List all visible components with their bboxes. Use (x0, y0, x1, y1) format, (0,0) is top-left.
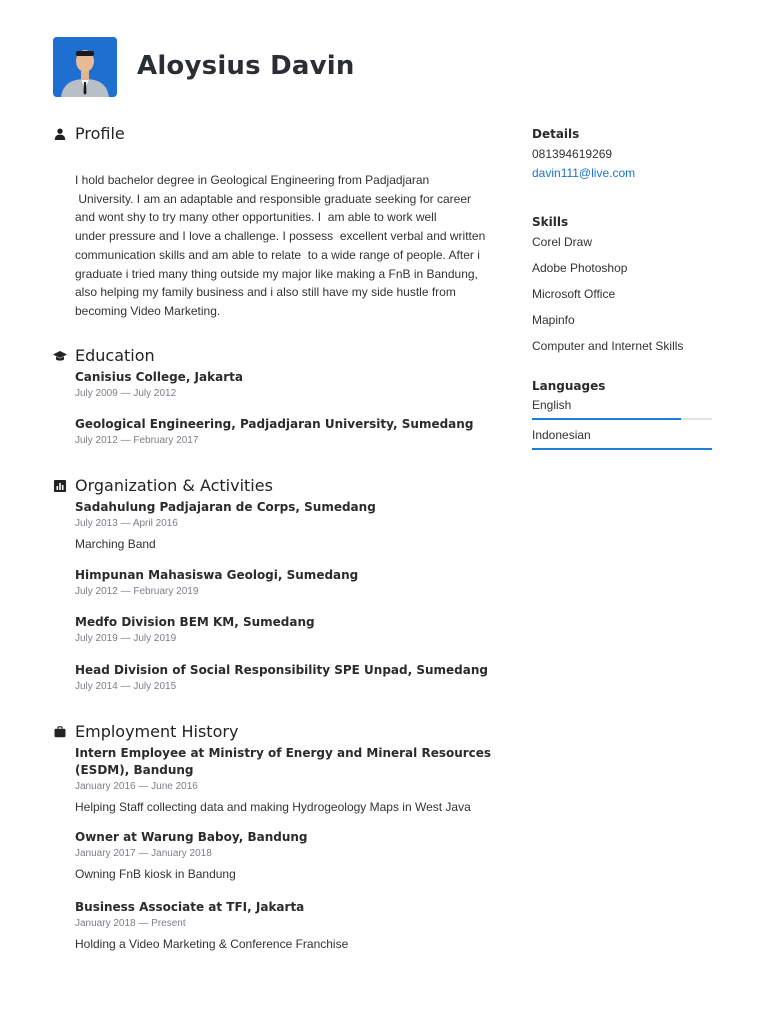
section-education-heading (53, 346, 155, 365)
organization-entry (75, 662, 505, 693)
entry-description: Helping Staff collecting data and making Hydrogeology Maps in West Java (75, 800, 471, 814)
skill-item: Mapinfo (532, 313, 575, 327)
section-title: Profile (75, 124, 125, 143)
entry-title: Intern Employee at Ministry of Energy and Mineral Resources (ESDM), Bandung (75, 746, 492, 777)
email-link[interactable]: davin111@live.com (532, 166, 636, 180)
education-entry (75, 369, 505, 400)
organization-entry (75, 499, 505, 552)
organization-entry (75, 614, 505, 645)
entry-description: Owning FnB kiosk in Bandung (75, 867, 236, 881)
entry-description: Marching Band (75, 537, 156, 551)
skill-item: Microsoft Office (532, 287, 616, 301)
entry-title: Owner at Warung Baboy, Bandung (75, 830, 308, 844)
section-organization-heading (53, 476, 273, 495)
education-entry (75, 416, 505, 447)
profile-text: I hold bachelor degree in Geological Engineering from Padjadjaran University. I am an adaptable and responsible graduate seeking for career and wont shy to try many other opportunities. I am able to work well under pressure and I love a challenge. I possess excellent verbal and written communication skills and am able to relate to a wide range of people. After i graduate i tried many thing outside my major like making a FnB in Bandung, also helping my family business and i also still have my side hustle from becoming Video Marketing. (75, 173, 486, 318)
section-employment-heading (53, 722, 238, 741)
languages-heading: Languages (532, 379, 606, 393)
entry-dates: July 2012 — February 2019 (75, 586, 199, 597)
section-title: Organization & Activities (75, 476, 273, 495)
entry-dates: January 2017 — January 2018 (75, 848, 212, 859)
entry-title: Himpunan Mahasiswa Geologi, Sumedang (75, 568, 359, 582)
entry-dates: July 2013 — April 2016 (75, 518, 178, 529)
entry-title: Business Associate at TFI, Jakarta (75, 900, 305, 914)
entry-dates: July 2014 — July 2015 (75, 681, 177, 692)
avatar (53, 37, 117, 97)
language-name: Indonesian (532, 428, 591, 442)
employment-entry (75, 829, 505, 882)
organization-entry (75, 567, 505, 598)
entry-title: Canisius College, Jakarta (75, 370, 243, 384)
language-level-bar (532, 418, 681, 420)
skill-item: Corel Draw (532, 235, 593, 249)
entry-dates: July 2009 — July 2012 (75, 388, 177, 399)
entry-description: Holding a Video Marketing & Conference Franchise (75, 937, 349, 951)
entry-title: Head Division of Social Responsibility SPE Unpad, Sumedang (75, 663, 489, 677)
candidate-name: Aloysius Davin (137, 51, 355, 81)
graduation-cap-icon (53, 349, 67, 363)
phone-number: 081394619269 (532, 147, 613, 161)
bar-chart-icon (53, 479, 67, 493)
language-level-track (532, 418, 712, 420)
details-heading: Details (532, 127, 580, 141)
entry-title: Geological Engineering, Padjadjaran University, Sumedang (75, 417, 474, 431)
briefcase-icon (53, 725, 67, 739)
entry-dates: July 2012 — February 2017 (75, 435, 199, 446)
entry-dates: July 2019 — July 2019 (75, 633, 177, 644)
person-icon (53, 127, 67, 141)
entry-dates: January 2018 — Present (75, 918, 186, 929)
employment-entry (75, 745, 505, 815)
skill-item: Computer and Internet Skills (532, 339, 684, 353)
language-level-track (532, 448, 712, 450)
entry-title: Sadahulung Padjajaran de Corps, Sumedang (75, 500, 376, 514)
section-title: Education (75, 346, 155, 365)
skill-item: Adobe Photoshop (532, 261, 628, 275)
entry-dates: January 2016 — June 2016 (75, 781, 198, 792)
skills-heading: Skills (532, 215, 569, 229)
language-name: English (532, 398, 572, 412)
employment-entry (75, 899, 505, 952)
section-title: Employment History (75, 722, 239, 741)
section-profile-heading (53, 124, 125, 143)
entry-title: Medfo Division BEM KM, Sumedang (75, 615, 315, 629)
language-level-bar (532, 448, 712, 450)
